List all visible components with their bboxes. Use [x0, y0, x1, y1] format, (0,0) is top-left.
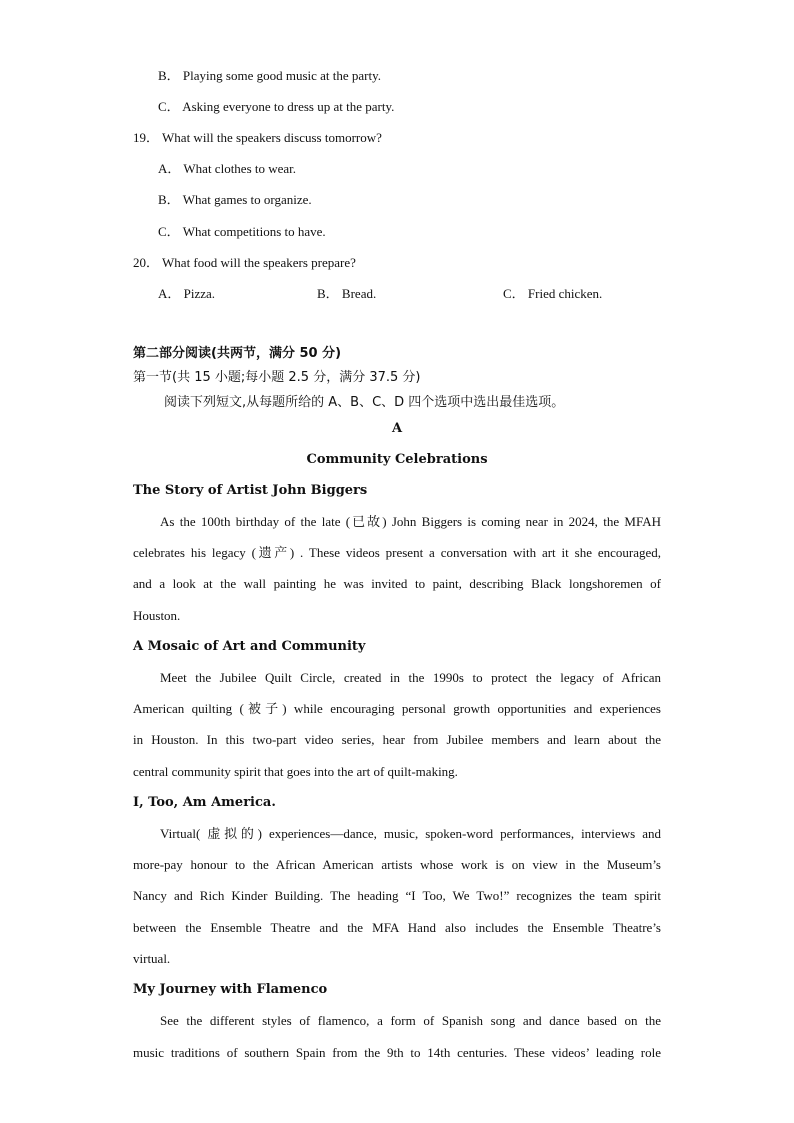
question-19	[133, 130, 382, 146]
option-letter: A．	[158, 161, 181, 176]
instruction-text: 阅读下列短文,从每题所给的 A、B、C、D 四个选项中选出最佳选项。	[164, 395, 565, 410]
option-letter: C．	[158, 99, 180, 114]
option-text: Bread.	[341, 286, 377, 301]
paragraph-line: in Houston. In this two-part video series, hear from Jubilee members and learn about the	[133, 732, 661, 747]
paragraph-line: American quilting (被子) while encouraging personal growth opportunities and experiences	[133, 701, 661, 716]
section-title-biggers: The Story of Artist John Biggers	[133, 483, 368, 498]
option-text: What competitions to have.	[182, 224, 326, 239]
question-number: 19．	[133, 130, 160, 145]
option-text: Asking everyone to dress up at the party.	[182, 99, 395, 114]
paragraph-line: central community spirit that goes into the art of quilt-making.	[133, 764, 458, 779]
paragraph-line: Houston.	[133, 608, 181, 623]
option-letter: B．	[158, 192, 180, 207]
q20-option-c[interactable]	[503, 286, 602, 302]
q18-option-b[interactable]	[158, 68, 381, 84]
paragraph-line: and a look at the wall painting he was invited to paint, describing Black longshoremen of	[133, 576, 661, 591]
question-20	[133, 255, 356, 271]
passage-title: Community Celebrations	[306, 452, 488, 467]
option-letter: B．	[317, 286, 339, 301]
paragraph-line: music traditions of southern Spain from the 9th to 14th centuries. These videos’ leading role	[133, 1045, 661, 1060]
option-letter: A．	[158, 286, 181, 301]
option-text: Playing some good music at the party.	[182, 68, 382, 83]
option-letter: C．	[503, 286, 525, 301]
option-text: What games to organize.	[182, 192, 312, 207]
q20-option-b[interactable]	[317, 286, 376, 302]
paragraph-line: As the 100th birthday of the late (已故) John Biggers is coming near in 2024, the MFAH	[160, 514, 661, 529]
q20-option-a[interactable]	[158, 286, 215, 302]
section-title-flamenco: My Journey with Flamenco	[133, 982, 328, 997]
q19-option-b[interactable]	[158, 192, 312, 208]
section-title-america: I, Too, Am America.	[133, 795, 276, 810]
paragraph-line: Nancy and Rich Kinder Building. The heading “I Too, We Two!” recognizes the team spirit	[133, 888, 661, 903]
option-text: Pizza.	[183, 286, 216, 301]
option-text: Fried chicken.	[527, 286, 603, 301]
paragraph-line: virtual.	[133, 951, 171, 966]
paragraph-line: Virtual( 虚拟的) experiences—dance, music, spoken-word performances, interviews and	[160, 826, 661, 841]
option-letter: C．	[158, 224, 180, 239]
section-heading: 第一节(共 15 小题;每小题 2.5 分，满分 37.5 分)	[133, 370, 421, 385]
question-number: 20．	[133, 255, 160, 270]
paragraph-line: Meet the Jubilee Quilt Circle, created in the 1990s to protect the legacy of African	[160, 670, 661, 685]
option-letter: B．	[158, 68, 180, 83]
paragraph-line: See the different styles of flamenco, a form of Spanish song and dance based on the	[160, 1013, 661, 1028]
part-heading: 第二部分阅读(共两节，满分 50 分)	[133, 346, 342, 361]
section-title-mosaic: A Mosaic of Art and Community	[133, 639, 366, 654]
option-text: What clothes to wear.	[183, 161, 297, 176]
question-text: What food will the speakers prepare?	[162, 255, 356, 270]
paragraph-line: between the Ensemble Theatre and the MFA Hand also includes the Ensemble Theatre’s	[133, 920, 661, 935]
paragraph-line: celebrates his legacy (遗产) . These videos present a conversation with art it she encouraged,	[133, 545, 661, 560]
q19-option-c[interactable]	[158, 224, 326, 240]
paragraph-line: more-pay honour to the African American artists whose work is on view in the Museum’s	[133, 857, 661, 872]
question-text: What will the speakers discuss tomorrow?	[162, 130, 382, 145]
passage-letter: A	[391, 421, 403, 436]
q18-option-c[interactable]	[158, 99, 394, 115]
q19-option-a[interactable]	[158, 161, 296, 177]
